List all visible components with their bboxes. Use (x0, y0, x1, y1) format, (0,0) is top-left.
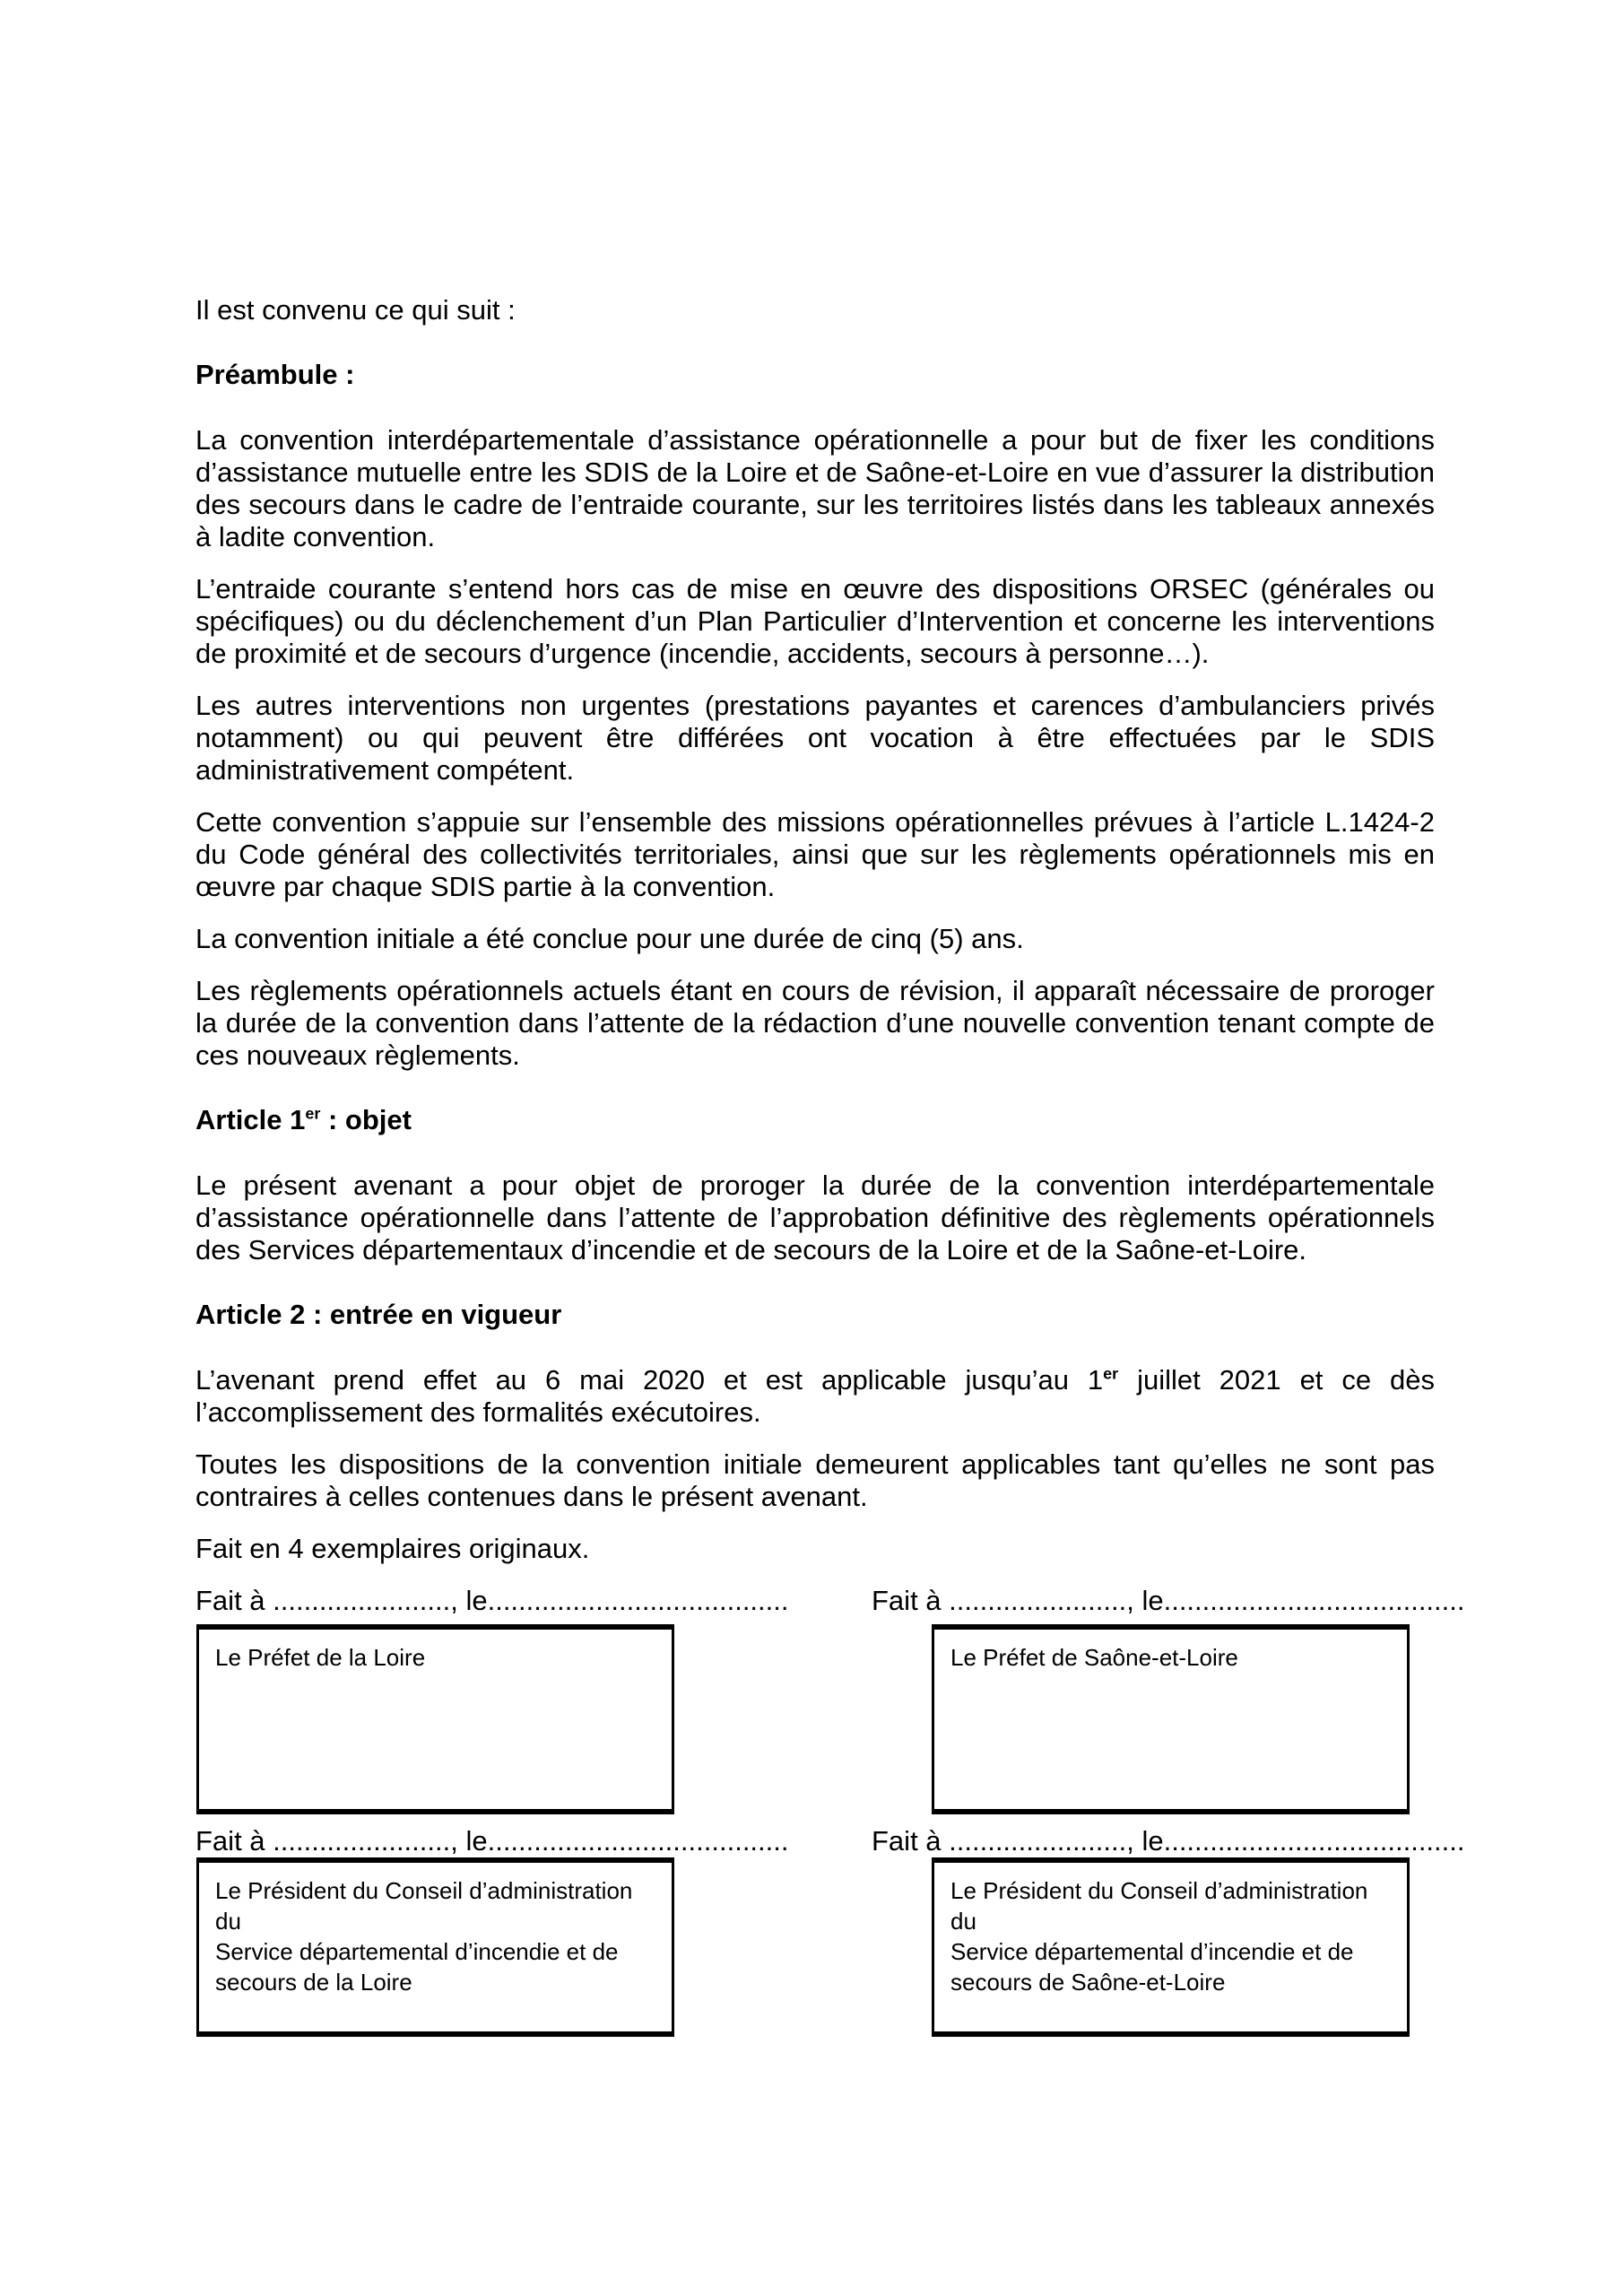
article1-heading-suffix: : objet (320, 1104, 412, 1135)
article2-heading: Article 2 : entrée en vigueur (195, 1299, 562, 1330)
signature-box-president-sdis-saone-et-loire (932, 1857, 1410, 2037)
signature-box-label-line: secours de la Loire (215, 1969, 412, 1996)
fait-a-line-left-2: Fait à ......................., le....................................... (195, 1825, 789, 1857)
closing-text: Fait en 4 exemplaires originaux. (195, 1533, 590, 1564)
signature-box-label: Le Préfet de Saône-et-Loire (950, 1644, 1238, 1671)
signature-box-label-line: secours de Saône-et-Loire (950, 1969, 1226, 1996)
document-content (195, 294, 1465, 2037)
signature-box-prefet-saone-et-loire (932, 1624, 1410, 1814)
article2-paragraph-1-superscript: er (1103, 1364, 1119, 1383)
article2-paragraph-1-end: juillet 2021 et ce dès l’accomplissement des formalités exécutoires. (195, 1364, 1435, 1428)
article2-paragraph-1 (195, 1364, 1435, 1429)
preambule-paragraph-1: La convention interdépartementale d’assistance opérationnelle a pour but de fixer les conditions d’assistance mutuelle entre les SDIS de la Loire et de Saône-et-Loire en vue d’assurer la distribution des secours dans le cadre de l’entraide courante, sur les territoires listés dans les tableaux annexés à ladite convention. (195, 424, 1435, 552)
preambule-paragraph-3: Les autres interventions non urgentes (prestations payantes et carences d’ambulanciers privés notamment) ou qui peuvent être différées ont vocation à être effectuées par le SDIS administrativement compétent. (195, 690, 1435, 786)
article2-paragraph-2: Toutes les dispositions de la convention initiale demeurent applicables tant qu’elles ne sont pas contraires à celles contenues dans le présent avenant. (195, 1448, 1435, 1512)
signature-box-label-line: Service départemental d’incendie et de (950, 1938, 1354, 1965)
preambule-paragraph-5: La convention initiale a été conclue pour une durée de cinq (5) ans. (195, 923, 1024, 954)
signature-box-label: Le Préfet de la Loire (215, 1644, 426, 1671)
article2-paragraph-1-start: L’avenant prend effet au 6 mai 2020 et est applicable jusqu’au 1 (195, 1364, 1104, 1396)
article1-body: Le présent avenant a pour objet de proroger la durée de la convention interdépartementale d’assistance opérationnelle dans l’attente de l’approbation définitive des règlements opérationnels des Services départementaux d’incendie et de secours de la Loire et de la Saône-et-Loire. (195, 1170, 1435, 1265)
signature-box-label-line: Service départemental d’incendie et de (215, 1938, 619, 1965)
preambule-paragraph-2: L’entraide courante s’entend hors cas de mise en œuvre des dispositions ORSEC (générales ou spécifiques) ou du déclenchement d’un Plan Particulier d’Intervention et concerne les interventions de proximité et de secours d’urgence (incendie, accidents, secours à personne…). (195, 573, 1435, 669)
signature-box-row-2 (195, 1857, 1435, 2037)
fait-a-line-right-1: Fait à ......................., le....................................... (872, 1585, 1465, 1616)
intro-text: Il est convenu ce qui suit : (195, 294, 516, 326)
signature-date-row-2 (195, 1825, 1465, 1857)
signature-box-label-line: Le Président du Conseil d’administration du (950, 1877, 1368, 1935)
preambule-paragraph-4: Cette convention s’appuie sur l’ensemble des missions opérationnelles prévues à l’article L.1424-2 du Code général des collectivités territoriales, ainsi que sur les règlements opérationnels mis en œuvre par chaque SDIS partie à la convention. (195, 806, 1435, 902)
preambule-paragraph-6: Les règlements opérationnels actuels étant en cours de révision, il apparaît nécessaire de proroger la durée de la convention dans l’attente de la rédaction d’une nouvelle convention tenant compte de ces nouveaux règlements. (195, 975, 1435, 1071)
signature-box-president-sdis-loire (196, 1857, 674, 2037)
article1-heading (195, 1104, 1435, 1136)
fait-a-line-left-1: Fait à ......................., le....................................... (195, 1585, 789, 1616)
fait-a-line-right-2: Fait à ......................., le....................................... (872, 1825, 1465, 1857)
signature-box-row-1 (195, 1624, 1435, 1814)
signature-date-row-1 (195, 1585, 1465, 1617)
signature-box-prefet-loire (196, 1624, 674, 1814)
article1-heading-text: Article 1 (195, 1104, 306, 1135)
article1-heading-superscript: er (305, 1104, 321, 1123)
preambule-heading: Préambule : (195, 359, 355, 390)
signature-box-label-line: Le Président du Conseil d’administration du (215, 1877, 633, 1935)
